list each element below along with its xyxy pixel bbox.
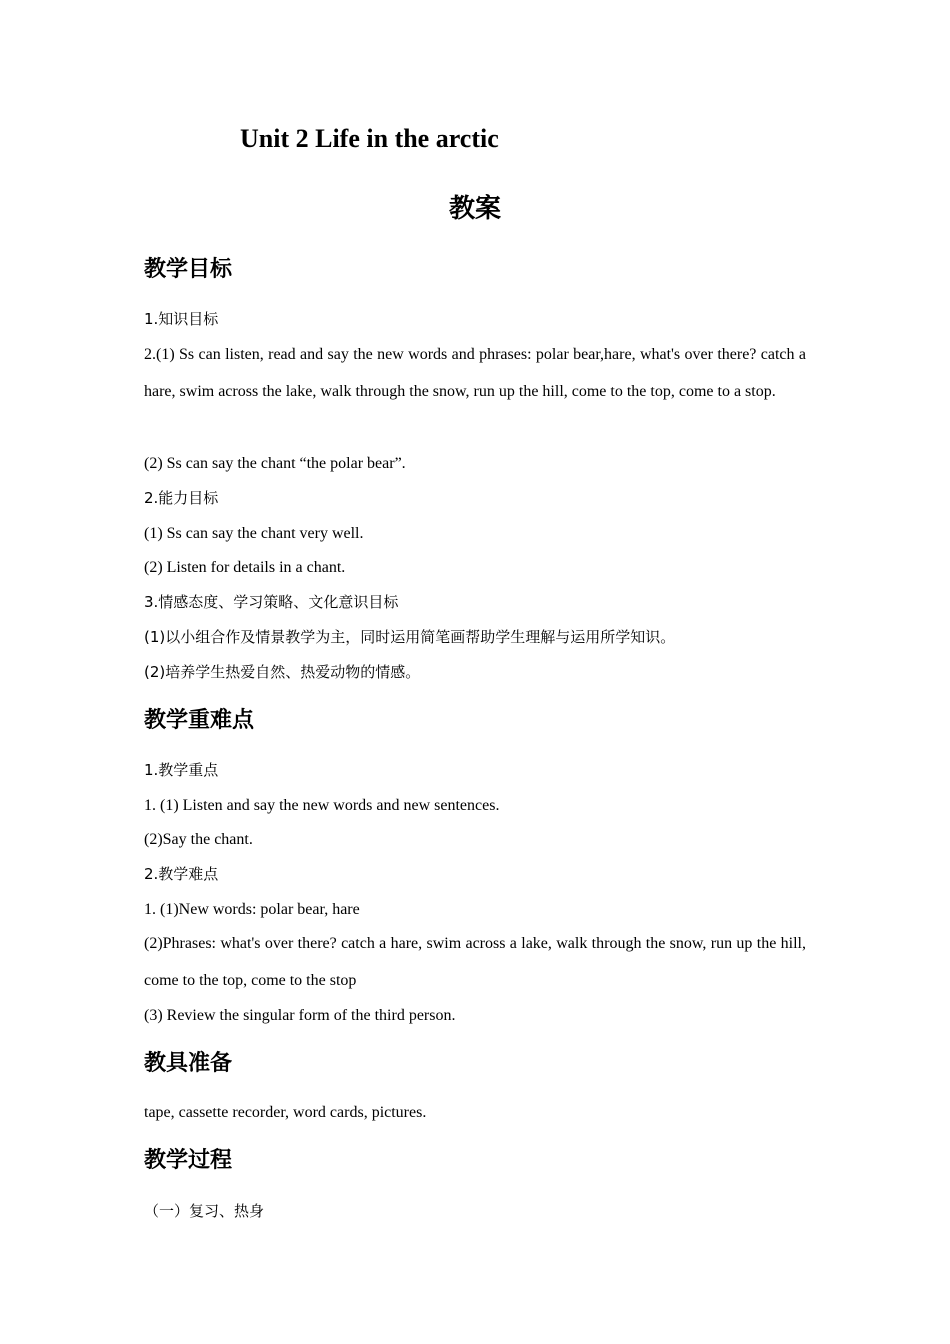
key-point-item-1: 1. (1) Listen and say the new words and new sentences. (144, 797, 500, 814)
knowledge-goal-label: 1.知识目标 (144, 310, 219, 328)
difficult-point-item-3: (3) Review the singular form of the third person. (144, 1007, 456, 1024)
process-step-1: （一）复习、热身 (144, 1202, 265, 1220)
difficult-point-label: 2.教学难点 (144, 865, 219, 883)
difficult-point-item-2: (2)Phrases: what's over there? catch a hare, swim across a lake, walk through the snow, run up the hill, come to the top, come to the stop (144, 935, 806, 989)
key-point-label: 1.教学重点 (144, 761, 219, 779)
materials-list: tape, cassette recorder, word cards, pictures. (144, 1104, 427, 1121)
section-heading-materials: 教具准备 (144, 1051, 233, 1076)
section-heading-goals: 教学目标 (144, 257, 233, 282)
ability-goal-item-1: (1) Ss can say the chant very well. (144, 525, 364, 542)
section-heading-key-points: 教学重难点 (144, 708, 255, 733)
document-title-cn: 教案 (448, 194, 501, 224)
emotion-goal-item-2: (2)培养学生热爱自然、热爱动物的情感。 (144, 663, 421, 681)
difficult-point-item-1: 1. (1)New words: polar bear, hare (144, 901, 360, 918)
section-heading-process: 教学过程 (144, 1148, 233, 1173)
emotion-goal-item-1: (1)以小组合作及情景教学为主，同时运用简笔画帮助学生理解与运用所学知识。 (144, 628, 676, 646)
emotion-goal-label: 3.情感态度、学习策略、文化意识目标 (144, 593, 399, 611)
ability-goal-item-2: (2) Listen for details in a chant. (144, 559, 346, 576)
knowledge-goal-paragraph: 2.(1) Ss can listen, read and say the new words and phrases: polar bear,hare, what's over there? catch a hare, swim across the lake, walk through the snow, run up the hill, come to the top, come to a stop. (144, 346, 806, 400)
ability-goal-label: 2.能力目标 (144, 489, 219, 507)
knowledge-goal-chant: (2) Ss can say the chant “the polar bear”. (144, 455, 406, 472)
document-title-en: Unit 2 Life in the arctic (240, 124, 499, 153)
key-point-item-2: (2)Say the chant. (144, 831, 253, 848)
